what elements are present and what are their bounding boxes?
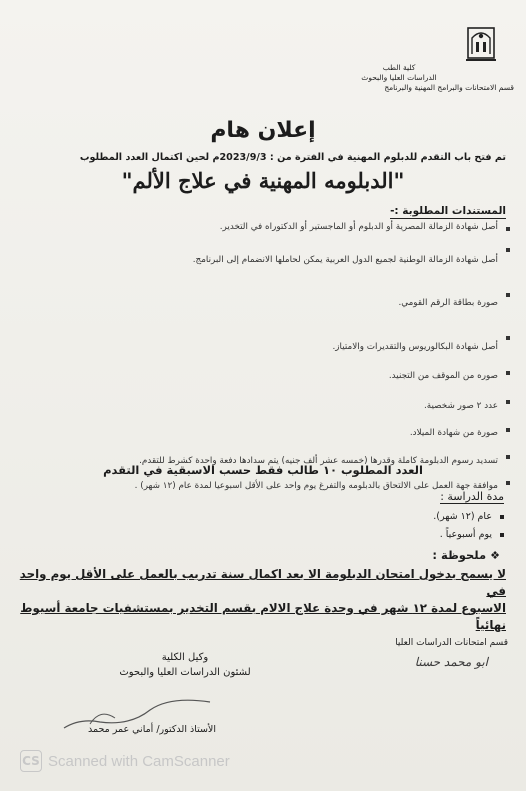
- note-line-2: الاسبوع لمدة ١٢ شهر في وحدة علاج الالام بقسم التخدير بمستشفيات جامعة أسيوط نهائياً: [20, 601, 506, 632]
- requirement-item: تسديد رسوم الدبلومة كاملة وقدرها (خمسه عشر ألف جنيه) يتم سدادها دفعة واحدة كشرط للتقدم.: [32, 450, 512, 476]
- requirements-list: [32, 222, 512, 497]
- intro-text: تم فتح باب التقدم للدبلوم المهنية في الفترة من : 2023/9/3م لحين اكتمال العدد المطلوب: [79, 152, 506, 163]
- requirement-item: عدد ٢ صور شخصية.: [32, 395, 512, 423]
- duration-heading: [440, 490, 504, 503]
- note-text: [16, 566, 506, 634]
- letterhead-section: قسم الامتحانات والبرامج المهنية والبرنامج: [384, 83, 514, 92]
- requirement-item: صورة من شهادة الميلاد.: [32, 423, 512, 450]
- duration-heading-text: مدة الدراسة :: [440, 490, 504, 503]
- signatory-vice-dean: [110, 650, 260, 680]
- requirement-item: صورة بطاقة الرقم القومي.: [32, 288, 512, 331]
- requirement-item: صوره من الموقف من التجنيد.: [32, 366, 512, 395]
- requirements-heading: [390, 205, 506, 217]
- watermark-text: Scanned with CamScanner: [48, 752, 230, 770]
- letterhead-faculty: كلية الطب: [382, 63, 416, 72]
- requirements-heading-text: المستندات المطلوبة :-: [390, 205, 506, 217]
- required-count: العدد المطلوب ١٠ طالب فقط حسب الاسبقية في التقدم: [103, 463, 423, 477]
- vice-dean-name: الأستاذ الدكتور/ أماني عمر محمد: [88, 724, 216, 735]
- letterhead: [284, 63, 514, 93]
- announcement-title: إعلان هام: [210, 118, 316, 143]
- duration-item: عام (١٢ شهر).: [433, 508, 504, 526]
- requirement-item: أصل شهادة الزمالة الوطنية لجميع الدول العربية يمكن لحاملها الانضمام إلى البرنامج.: [32, 243, 512, 288]
- camscanner-watermark: [20, 750, 300, 772]
- requirement-item: أصل شهادة الزمالة المصرية أو الدبلوم أو الماجستير أو الدكتوراه في التخدير.: [32, 222, 512, 243]
- diploma-name: "الدبلومه المهنية في علاج الألم": [121, 168, 405, 193]
- duration-list: [433, 508, 504, 544]
- note-line-1: لا يسمح بدخول امتحان الدبلومة الا بعد اكمال سنة تدريب بالعمل على الأقل يوم واحد في: [19, 567, 506, 598]
- requirement-item: أصل شهادة البكالوريوس والتقديرات والامتياز.: [32, 331, 512, 366]
- signatory-exams-dept: قسم امتحانات الدراسات العليا: [395, 638, 508, 648]
- vice-dean-subtitle: لشئون الدراسات العليا والبحوث: [119, 667, 251, 678]
- handwritten-signature-right: ابو محمد حسنا: [414, 655, 488, 669]
- camscanner-logo-text: CS: [22, 754, 40, 768]
- university-logo-icon: [454, 24, 508, 64]
- note-label: [432, 548, 500, 562]
- diamond-bullet-icon: ❖: [490, 549, 500, 562]
- camscanner-logo-icon: [20, 750, 42, 772]
- duration-item: يوم أسبوعياً .: [433, 526, 504, 544]
- letterhead-dept: الدراسات العليا والبحوث: [361, 73, 437, 82]
- note-label-text: ملحوظة :: [432, 548, 487, 562]
- requirement-item: موافقة جهة العمل على الالتحاق بالدبلومه والتفرغ يوم واحد على الأقل اسبوعيا لمدة عام (١٢ شهر) .: [32, 476, 512, 497]
- vice-dean-title: وكيل الكلية: [161, 652, 209, 663]
